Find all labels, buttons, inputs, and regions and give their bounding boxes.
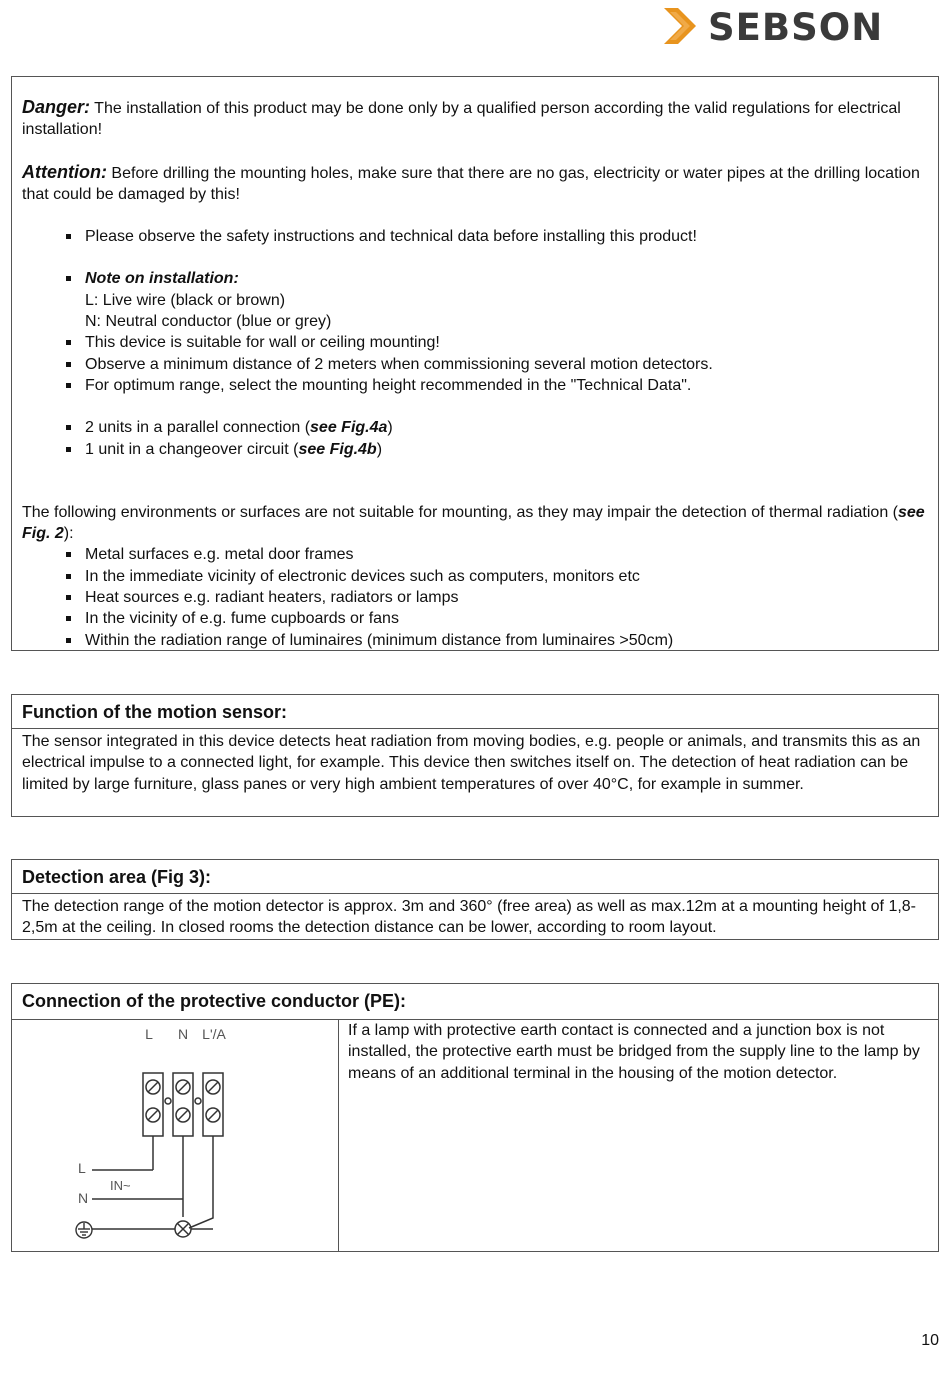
list-item — [22, 268, 928, 332]
note-line-neutral: N: Neutral conductor (blue or grey) — [85, 313, 332, 331]
figure-reference: see Fig.4a — [310, 419, 388, 437]
page-number: 10 — [921, 1332, 939, 1349]
danger-lead: Danger: — [22, 97, 91, 117]
input-label: IN~ — [110, 1178, 131, 1193]
list-item: In the vicinity of e.g. fume cupboards or fans — [22, 608, 928, 629]
logo-text: SEBSON — [708, 6, 884, 49]
list-item: 1 unit in a changeover circuit (see Fig.4b) — [22, 439, 928, 460]
logo-arrow-icon — [660, 6, 704, 46]
wiring-diagram — [12, 1019, 339, 1251]
section-text: The sensor integrated in this device detects heat radiation from moving bodies, e.g. people or animals, and transmits this as an electrical impulse to a connected light, for example. This device then switches itself on. The detection of heat radiation can be limited by large furniture, glass panes or very high ambient temperatures of over 40°C, for example in summer. — [22, 733, 921, 793]
attention-text: Before drilling the mounting holes, make sure that there are no gas, electricity or water pipes at the drilling location that could be damaged by this! — [22, 164, 920, 203]
list-item: Heat sources e.g. radiant heaters, radiators or lamps — [22, 587, 928, 608]
installation-list — [22, 268, 928, 396]
earth-icon — [76, 1222, 92, 1238]
safety-box — [11, 76, 939, 651]
danger-paragraph — [22, 97, 928, 141]
section-text: The detection range of the motion detector is approx. 3m and 360° (free area) as well as max.12m at a mounting height of 1,8-2,5m at the ceiling. In closed rooms the detection distance can be lower, according to room layout. — [22, 898, 917, 937]
note-line-live: L: Live wire (black or brown) — [85, 291, 286, 309]
wire-label: L — [78, 1160, 86, 1176]
list-item: Please observe the safety instructions and technical data before installing this product! — [22, 226, 928, 247]
list-item: This device is suitable for wall or ceiling mounting! — [22, 332, 928, 353]
terminal-label: L — [145, 1026, 153, 1042]
attention-paragraph — [22, 162, 928, 206]
section-title: Function of the motion sensor: — [12, 695, 938, 729]
terminal-label: N — [177, 1026, 189, 1042]
figure-reference: see Fig.4b — [298, 440, 377, 458]
environment-list — [22, 544, 928, 650]
list-item: Observe a minimum distance of 2 meters when commissioning several motion detectors. — [22, 354, 928, 375]
wire-label: N — [78, 1190, 89, 1206]
instructions-list — [22, 226, 928, 247]
figure-reference: see Fig. 2 — [22, 503, 925, 543]
list-item: Within the radiation range of luminaires (minimum distance from luminaires >50cm) — [22, 630, 928, 651]
attention-lead: Attention: — [22, 161, 107, 182]
terminal-block — [92, 1073, 223, 1237]
list-item: In the immediate vicinity of electronic devices such as computers, monitors etc — [22, 566, 928, 587]
detection-section — [11, 859, 939, 940]
note-title: Note on installation: — [85, 270, 239, 288]
section-title: Connection of the protective conductor (PE): — [12, 984, 938, 1020]
pe-text: If a lamp with protective earth contact is connected and a junction box is not installed, the protective earth must be bridged from the supply line to the lamp by means of an additional terminal in the housing of the motion detector. — [348, 1022, 920, 1082]
pe-section — [11, 983, 939, 1252]
terminal-label: L'/A — [202, 1026, 226, 1042]
list-item: For optimum range, select the mounting height recommended in the "Technical Data". — [22, 375, 928, 396]
environment-intro: The following environments or surfaces are not suitable for mounting, as they may impair the detection of thermal radiation (see Fig. 2): — [22, 503, 925, 543]
section-title: Detection area (Fig 3): — [12, 860, 938, 894]
function-section — [11, 694, 939, 817]
connection-list — [22, 417, 928, 460]
sebson-logo — [660, 6, 890, 48]
danger-text: The installation of this product may be done only by a qualified person according the valid regulations for electrical installation! — [22, 100, 901, 139]
list-item: 2 units in a parallel connection (see Fig.4a) — [22, 417, 928, 438]
list-item: Metal surfaces e.g. metal door frames — [22, 544, 928, 565]
